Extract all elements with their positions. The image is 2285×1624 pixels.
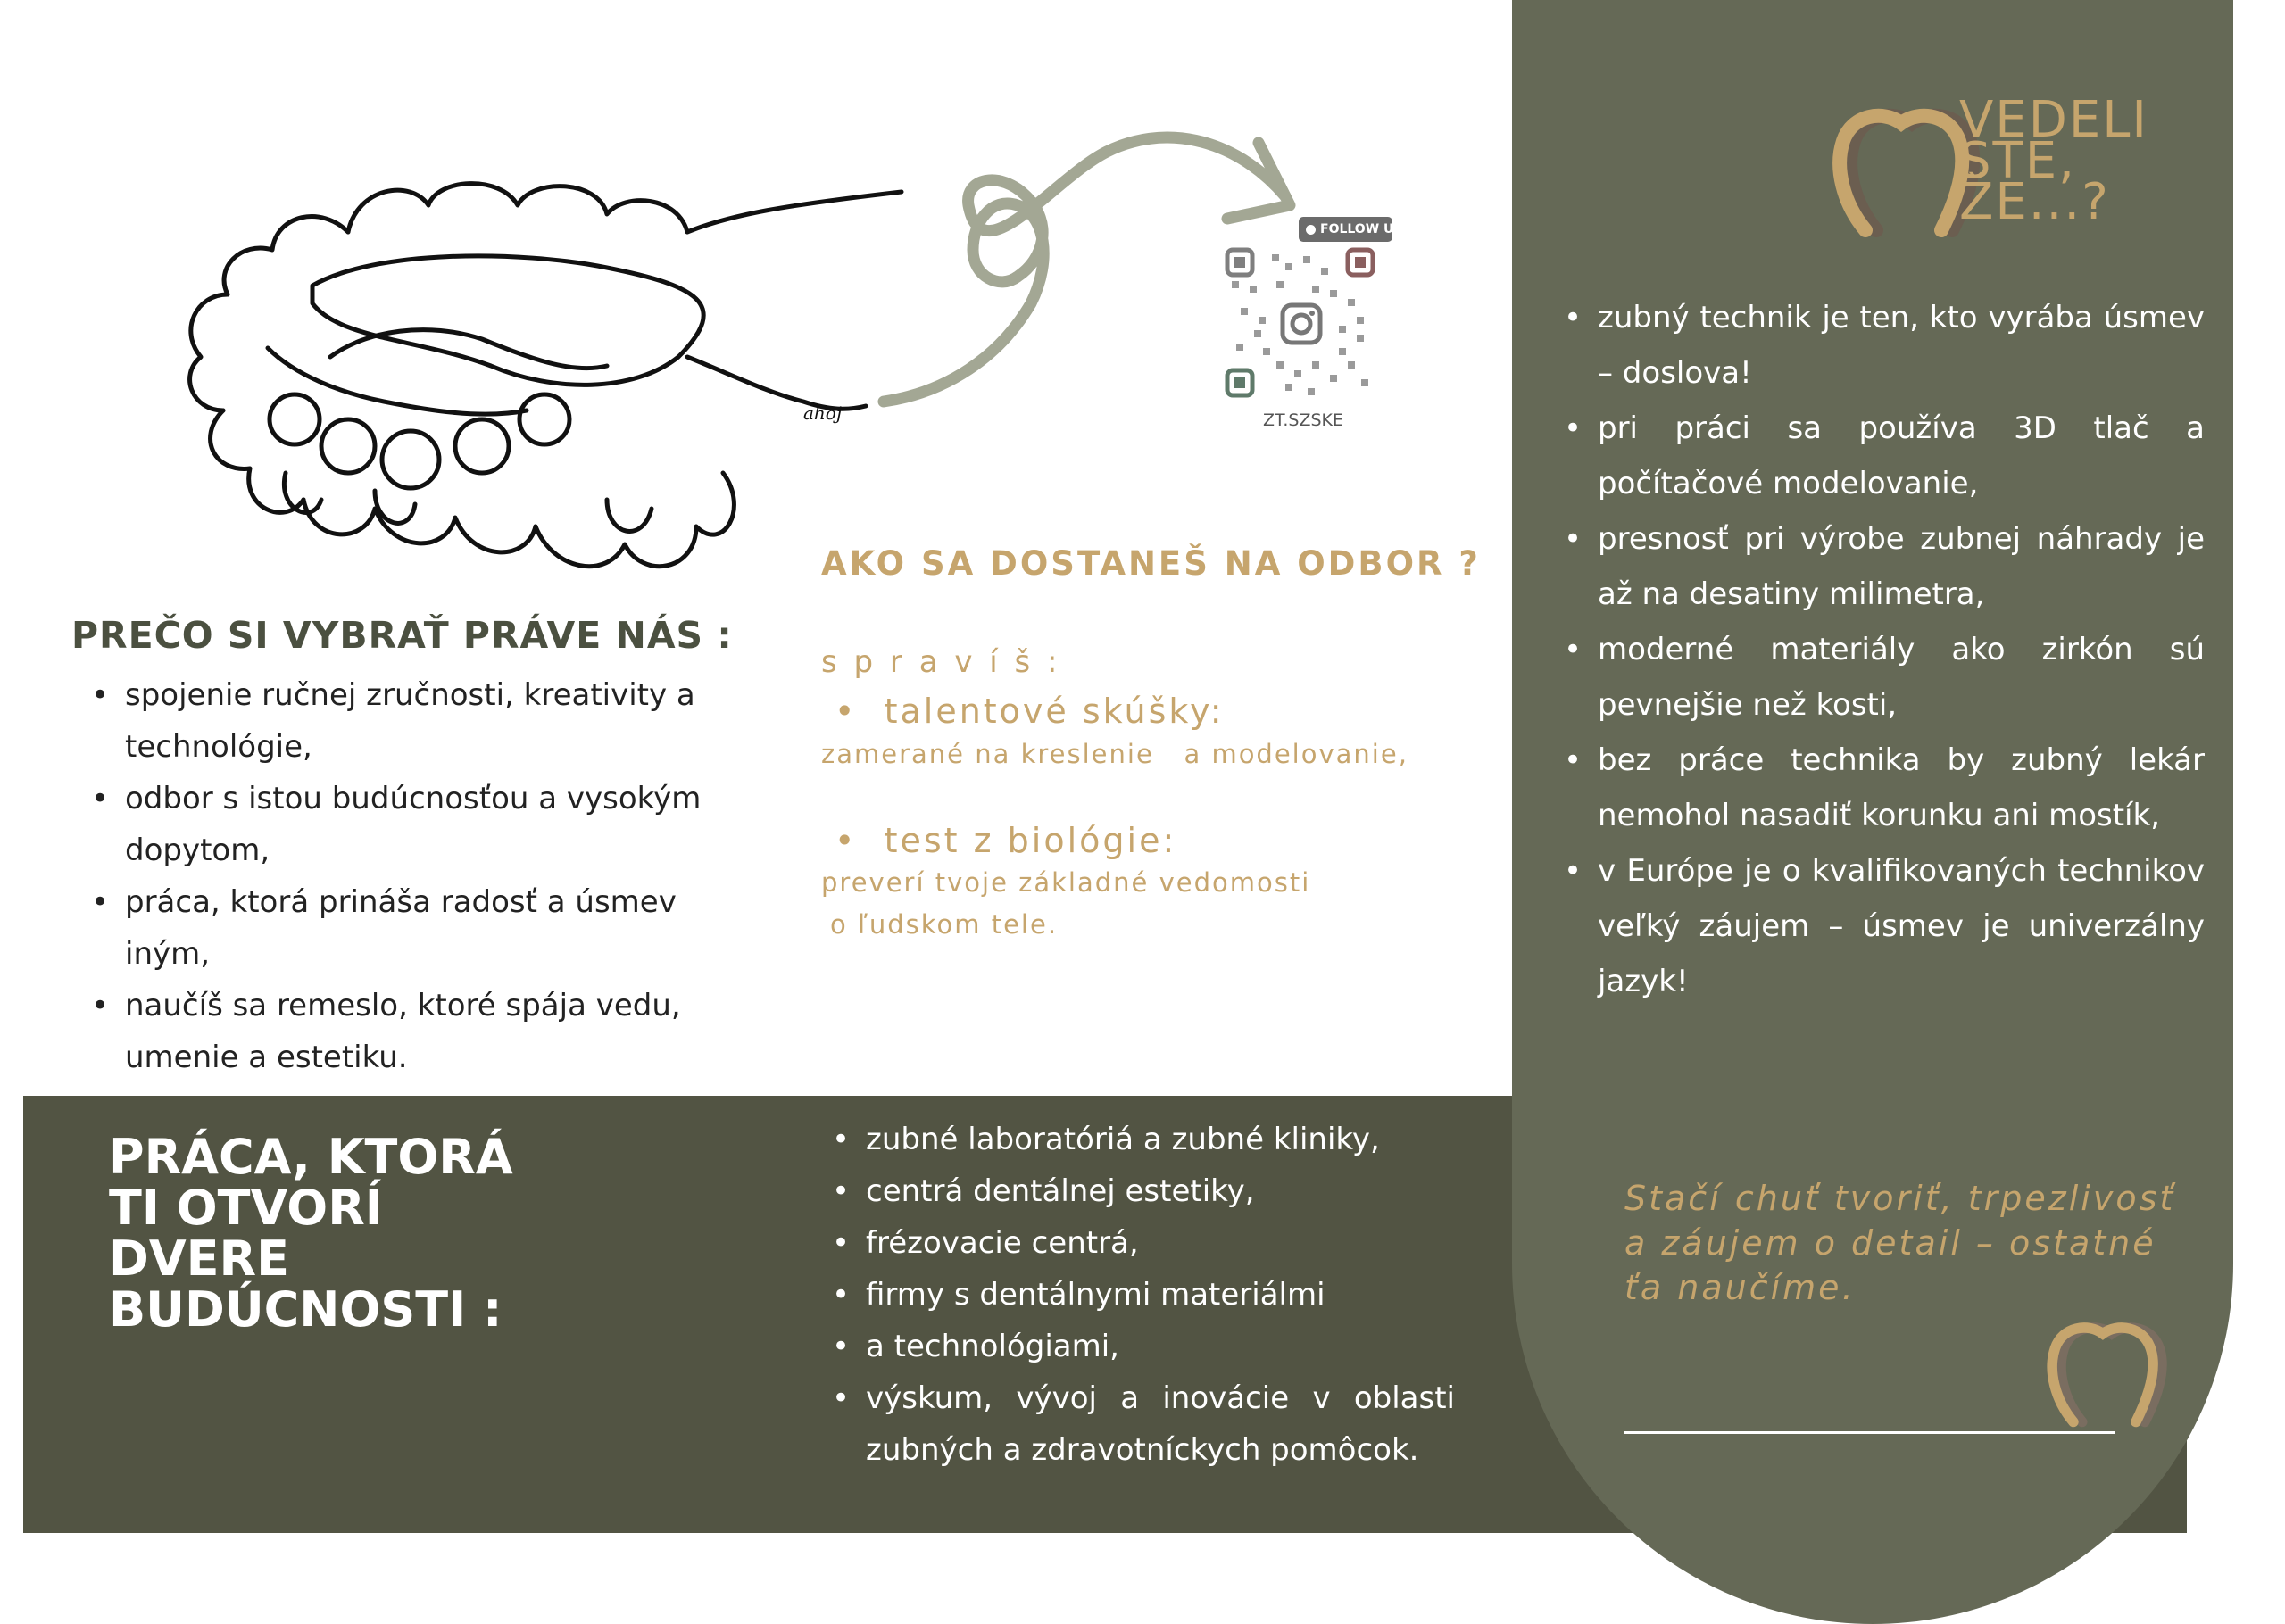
list-item: • pri práci sa používa 3D tlač a počítačové modelovanie, [1562, 401, 2205, 511]
bullet: • [835, 692, 885, 731]
list-item: • zubné laboratóriá a zubné kliniky, [830, 1114, 1455, 1165]
work-heading-line: DVERE [109, 1230, 289, 1287]
facts-title [1959, 91, 2148, 231]
admission-item-1-title: talentové skúšky: [884, 692, 1225, 731]
admission-item-1-desc: zamerané na kreslenie a modelovanie, [821, 739, 1408, 769]
why-heading: PREČO SI VYBRAŤ PRÁVE NÁS : [71, 614, 733, 657]
signature-text: ahoj [803, 402, 843, 424]
list-item: • odbor s istou budúcnosťou a vysokým dopytom, [89, 773, 714, 876]
admission-item-2 [835, 821, 1176, 860]
facts-list [1562, 290, 2205, 1009]
work-heading [109, 1129, 513, 1338]
list-item: • moderné materiály ako zirkón sú pevnejšie než kosti, [1562, 622, 2205, 733]
list-item: • centrá dentálnej estetiky, [830, 1165, 1455, 1217]
list-item: • firmy s dentálnymi materiálmi [830, 1269, 1455, 1321]
quote-line: a záujem o detail – ostatné [1624, 1223, 2156, 1263]
qr-code[interactable] [1223, 245, 1379, 402]
follow-us-badge[interactable] [1299, 217, 1403, 242]
facts-title-line: ŽE...? [1959, 173, 2110, 231]
list-item: • a technológiami, [830, 1321, 1455, 1372]
quote-line: Stačí chuť tvoriť, trpezlivosť [1624, 1179, 2176, 1218]
bullet: • [835, 821, 885, 860]
facts-title-line: VEDELI [1959, 91, 2148, 149]
list-item: • naučíš sa remeslo, ktoré spája vedu, umenie a estetiku. [89, 980, 714, 1083]
admission-lead: s p r a v í š : [821, 644, 1061, 680]
why-list [89, 669, 714, 1083]
quote-line: ťa naučíme. [1624, 1268, 1856, 1307]
list-item: • práca, ktorá prináša radosť a úsmev iným, [89, 876, 714, 980]
work-list [830, 1114, 1455, 1476]
list-item: • zubný technik je ten, kto vyrába úsmev – doslova! [1562, 290, 2205, 401]
list-item: • v Európe je o kvalifikovaných technikov veľký záujem – úsmev je univerzálny jazyk! [1562, 843, 2205, 1009]
divider-line [1624, 1431, 2115, 1434]
instagram-icon [1283, 305, 1320, 343]
quote-block [1624, 1176, 2175, 1310]
list-item: • frézovacie centrá, [830, 1217, 1455, 1269]
admission-item-2-desc-1: preverí tvoje základné vedomosti [821, 867, 1311, 898]
list-item: • spojenie ručnej zručnosti, kreativity a technológie, [89, 669, 714, 773]
admission-item-2-desc-2: o ľudskom tele. [830, 909, 1059, 940]
work-heading-line: TI OTVORÍ [109, 1180, 383, 1236]
qr-handle: ZT.SZSKE [1262, 410, 1343, 430]
admission-heading: AKO SA DOSTANEŠ NA ODBOR ? [821, 544, 1481, 583]
list-item: • výskum, vývoj a inovácie v oblasti zubných a zdravotníckych pomôcok. [830, 1372, 1455, 1476]
tooth-logo-small-icon [2044, 1316, 2169, 1432]
dot-icon [1306, 225, 1316, 235]
admission-item-1 [835, 692, 1225, 731]
list-item: • presnosť pri výrobe zubnej náhrady je až na desatiny milimetra, [1562, 511, 2205, 622]
work-heading-line: BUDÚCNOSTI : [109, 1281, 503, 1338]
facts-title-line: STE, [1959, 132, 2076, 190]
admission-item-2-title: test z biológie: [884, 821, 1177, 860]
list-item: • bez práce technika by zubný lekár nemohol nasadiť korunku ani mostík, [1562, 733, 2205, 843]
work-heading-line: PRÁCA, KTORÁ [109, 1129, 513, 1185]
follow-us-label: FOLLOW US [1320, 222, 1403, 236]
